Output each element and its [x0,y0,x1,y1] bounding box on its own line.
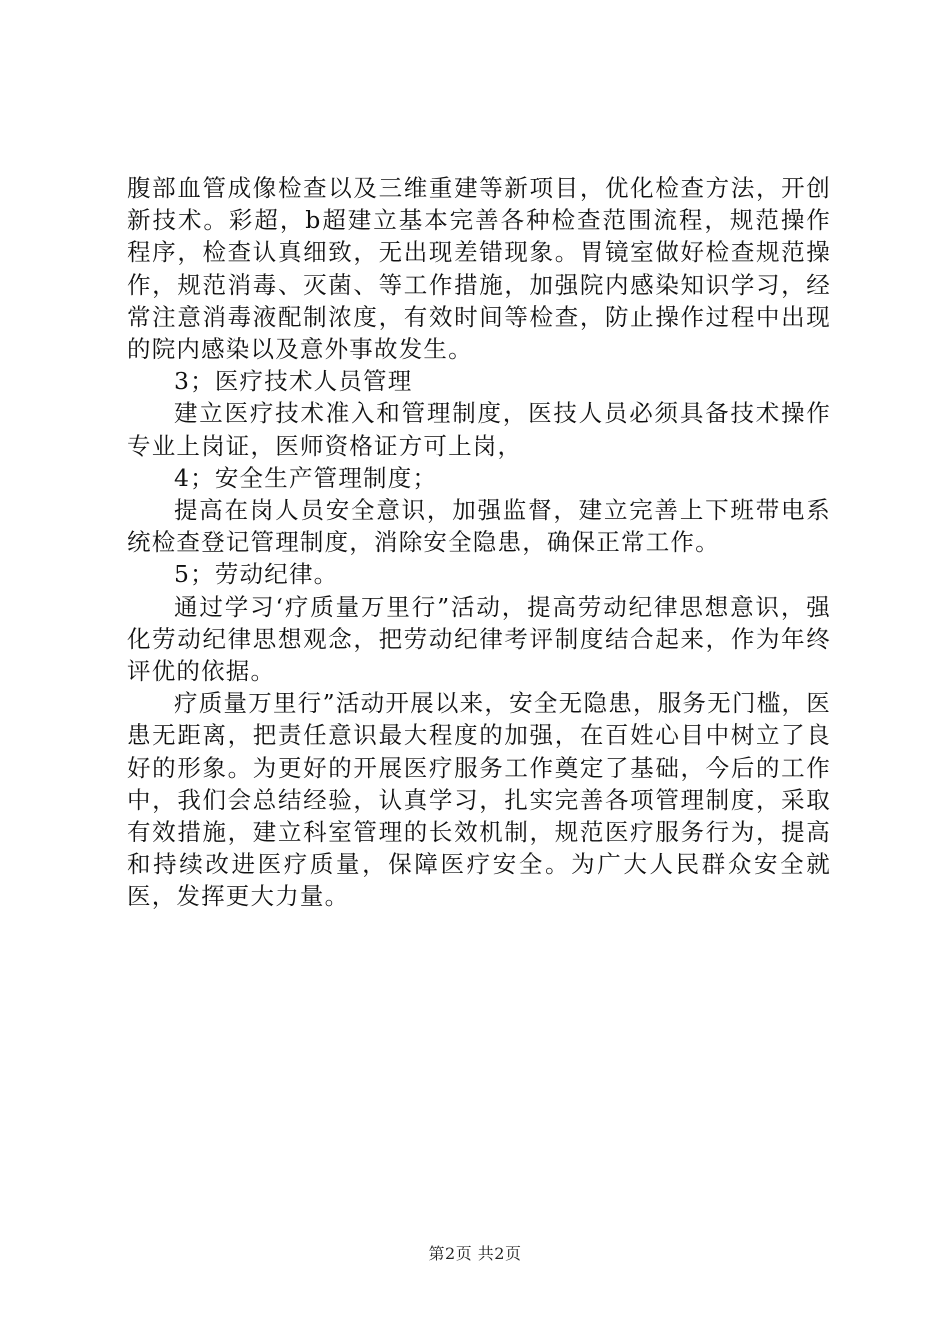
section-heading-safety: 4；安全生产管理制度； [174,463,438,492]
document-body [127,172,831,913]
section-heading-tech-staff: 3；医疗技术人员管理 [174,367,413,396]
paragraph-safety: 提高在岗人员安全意识，加强监督，建立完善上下班带电系统检查登记管理制度，消除安全隐患，确保正常工作。 [127,496,831,557]
paragraph-discipline: 通过学习‘疗质量万里行”活动，提高劳动纪律思想意识，强化劳动纪律思想观念，把劳动纪律考评制度结合起来，作为年终评优的依据。 [127,592,831,686]
paragraph-conclusion: 疗质量万里行”活动开展以来，安全无隐患，服务无门槛，医患无距离，把责任意识最大程度的加强，在百姓心目中树立了良好的形象。为更好的开展医疗服务工作奠定了基础，今后的工作中，我们会总结经验，认真学习，扎实完善各项管理制度，采取有效措施，建立科室管理的长效机制，规范医疗服务行为，提高和持续改进医疗质量，保障医疗安全。为广大人民群众安全就医，发挥更大力量。 [127,689,831,911]
paragraph-tech-staff: 建立医疗技术准入和管理制度，医技人员必须具备技术操作专业上岗证，医师资格证方可上岗， [127,399,831,460]
page-number-footer: 第2页 共2页 [428,1244,522,1263]
paragraph-continuation: 腹部血管成像检查以及三维重建等新项目，优化检查方法，开创新技术。彩超，b超建立基本完善各种检查范围流程，规范操作程序，检查认真细致，无出现差错现象。胃镜室做好检查规范操作，规范消毒、灭菌、等工作措施，加强院内感染知识学习，经常注意消毒液配制浓度，有效时间等检查，防止操作过程中出现的院内感染以及意外事故发生。 [127,174,831,364]
section-heading-discipline: 5；劳动纪律。 [174,560,339,589]
